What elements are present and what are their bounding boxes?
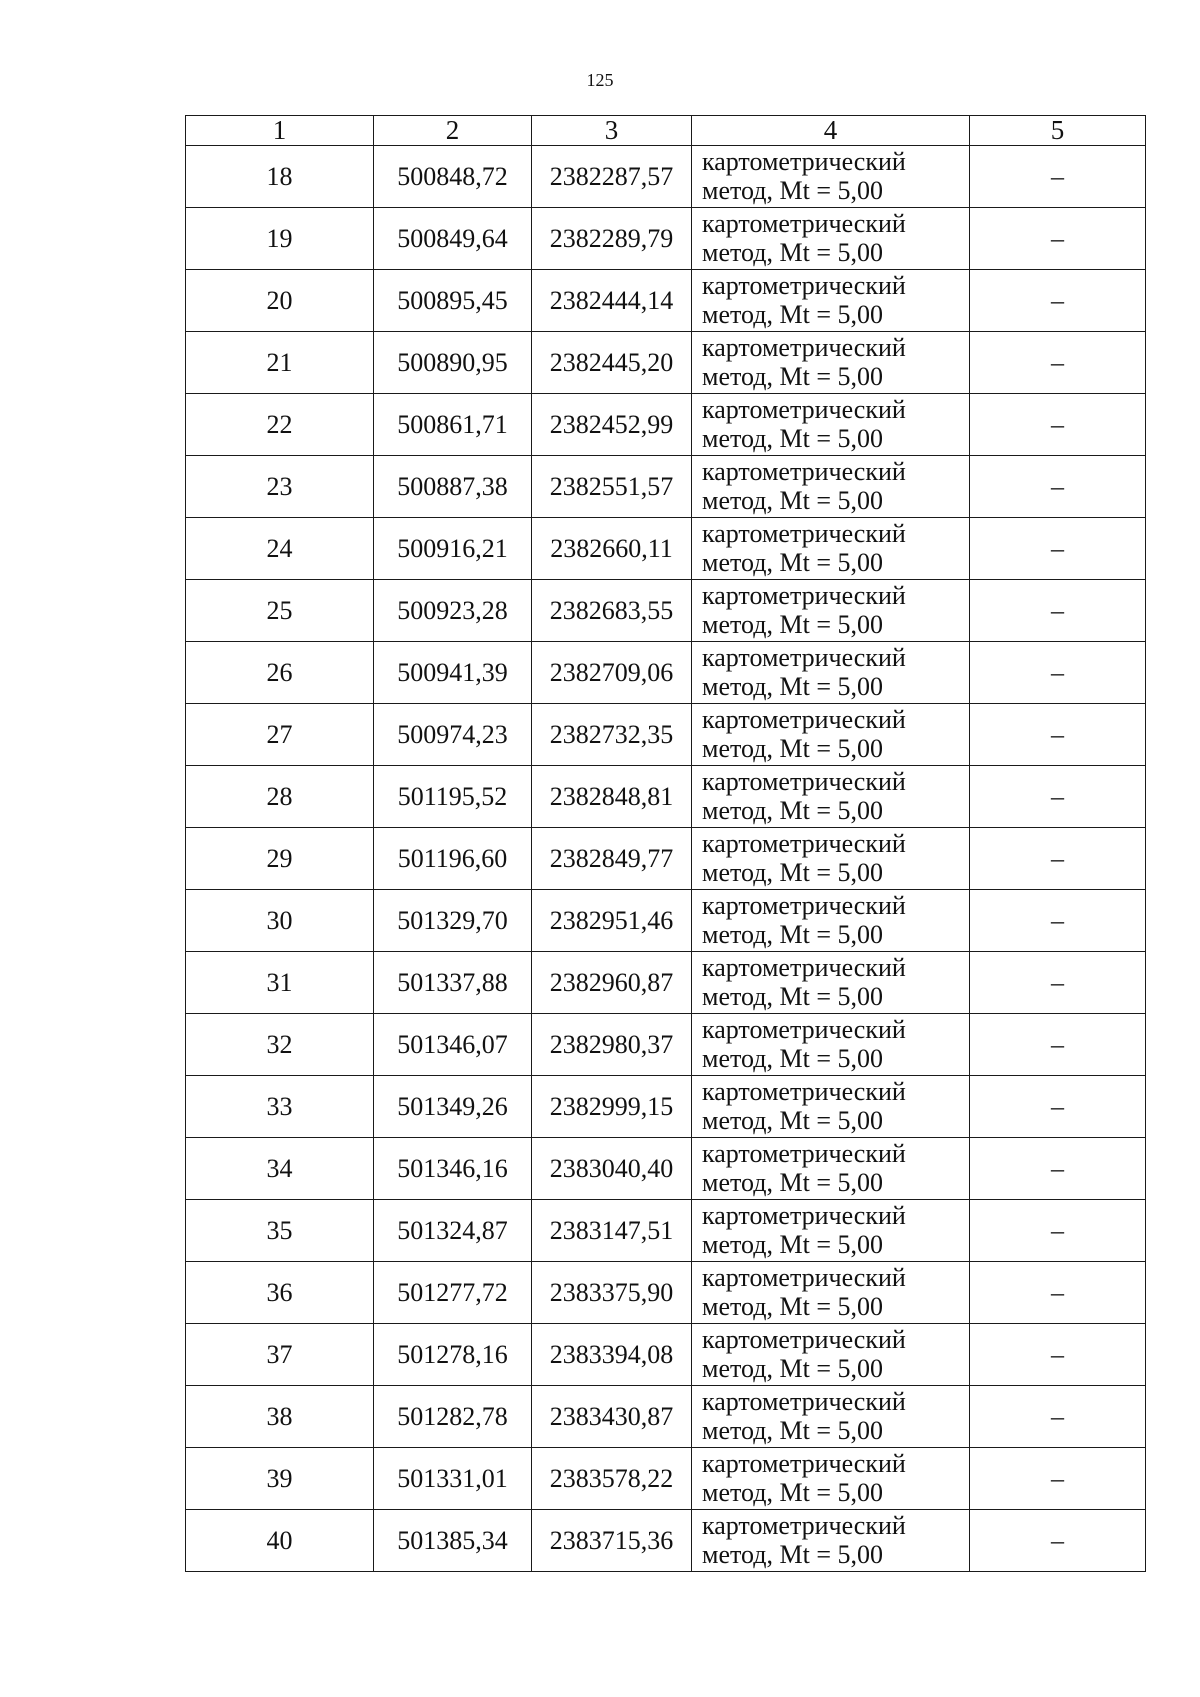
y-coordinate-cell: 2382951,46	[532, 890, 692, 952]
method-line-2: метод, Mt = 5,00	[702, 733, 883, 763]
x-coordinate-cell: 500923,28	[374, 580, 532, 642]
x-coordinate-cell: 500941,39	[374, 642, 532, 704]
table-row	[186, 208, 1146, 270]
x-coordinate-cell: 501329,70	[374, 890, 532, 952]
method-cell	[692, 1014, 970, 1076]
table-row	[186, 1448, 1146, 1510]
x-coordinate-cell: 500916,21	[374, 518, 532, 580]
method-cell	[692, 1138, 970, 1200]
method-cell	[692, 208, 970, 270]
method-line-2: метод, Mt = 5,00	[702, 1291, 883, 1321]
method-line-1: картометрический	[702, 643, 906, 673]
x-coordinate-cell: 501195,52	[374, 766, 532, 828]
point-number-cell: 22	[186, 394, 374, 456]
point-number-cell: 35	[186, 1200, 374, 1262]
method-line-2: метод, Mt = 5,00	[702, 1229, 883, 1259]
y-coordinate-cell: 2382849,77	[532, 828, 692, 890]
method-line-1: картометрический	[702, 891, 906, 921]
method-line-1: картометрический	[702, 1263, 906, 1293]
method-line-2: метод, Mt = 5,00	[702, 485, 883, 515]
method-line-2: метод, Mt = 5,00	[702, 423, 883, 453]
point-number-cell: 37	[186, 1324, 374, 1386]
col5-cell: –	[970, 270, 1146, 332]
col5-cell: –	[970, 456, 1146, 518]
point-number-cell: 26	[186, 642, 374, 704]
point-number-cell: 24	[186, 518, 374, 580]
method-line-1: картометрический	[702, 829, 906, 859]
y-coordinate-cell: 2382960,87	[532, 952, 692, 1014]
x-coordinate-cell: 501349,26	[374, 1076, 532, 1138]
method-cell	[692, 1510, 970, 1572]
y-coordinate-cell: 2382289,79	[532, 208, 692, 270]
method-cell	[692, 890, 970, 952]
x-coordinate-cell: 501337,88	[374, 952, 532, 1014]
table-body	[186, 146, 1146, 1572]
point-number-cell: 23	[186, 456, 374, 518]
method-line-1: картометрический	[702, 1449, 906, 1479]
method-line-1: картометрический	[702, 457, 906, 487]
method-line-1: картометрический	[702, 1325, 906, 1355]
col5-cell: –	[970, 394, 1146, 456]
method-cell	[692, 580, 970, 642]
x-coordinate-cell: 501196,60	[374, 828, 532, 890]
y-coordinate-cell: 2382980,37	[532, 1014, 692, 1076]
method-line-2: метод, Mt = 5,00	[702, 981, 883, 1011]
col5-cell: –	[970, 1448, 1146, 1510]
x-coordinate-cell: 501346,07	[374, 1014, 532, 1076]
y-coordinate-cell: 2383578,22	[532, 1448, 692, 1510]
method-line-2: метод, Mt = 5,00	[702, 1539, 883, 1569]
method-line-2: метод, Mt = 5,00	[702, 1105, 883, 1135]
x-coordinate-cell: 500974,23	[374, 704, 532, 766]
method-line-2: метод, Mt = 5,00	[702, 1167, 883, 1197]
col5-cell: –	[970, 642, 1146, 704]
method-line-2: метод, Mt = 5,00	[702, 237, 883, 267]
method-cell	[692, 642, 970, 704]
method-cell	[692, 1076, 970, 1138]
method-line-2: метод, Mt = 5,00	[702, 547, 883, 577]
point-number-cell: 18	[186, 146, 374, 208]
x-coordinate-cell: 501282,78	[374, 1386, 532, 1448]
header-row	[186, 116, 1146, 146]
y-coordinate-cell: 2382683,55	[532, 580, 692, 642]
col5-cell: –	[970, 704, 1146, 766]
method-cell	[692, 1386, 970, 1448]
table-row	[186, 146, 1146, 208]
col5-cell: –	[970, 1138, 1146, 1200]
coordinates-table	[185, 115, 1146, 1572]
col5-cell: –	[970, 1386, 1146, 1448]
method-line-1: картометрический	[702, 271, 906, 301]
header-col-2: 2	[374, 116, 532, 146]
table-row	[186, 704, 1146, 766]
method-cell	[692, 1200, 970, 1262]
header-col-5: 5	[970, 116, 1146, 146]
method-line-1: картометрический	[702, 1387, 906, 1417]
x-coordinate-cell: 501331,01	[374, 1448, 532, 1510]
point-number-cell: 31	[186, 952, 374, 1014]
method-line-1: картометрический	[702, 1015, 906, 1045]
table-row	[186, 394, 1146, 456]
y-coordinate-cell: 2383040,40	[532, 1138, 692, 1200]
col5-cell: –	[970, 828, 1146, 890]
y-coordinate-cell: 2382848,81	[532, 766, 692, 828]
x-coordinate-cell: 501277,72	[374, 1262, 532, 1324]
method-line-1: картометрический	[702, 519, 906, 549]
method-cell	[692, 952, 970, 1014]
table-row	[186, 766, 1146, 828]
y-coordinate-cell: 2382709,06	[532, 642, 692, 704]
point-number-cell: 28	[186, 766, 374, 828]
x-coordinate-cell: 500849,64	[374, 208, 532, 270]
method-line-1: картометрический	[702, 1511, 906, 1541]
method-line-1: картометрический	[702, 1139, 906, 1169]
method-cell	[692, 332, 970, 394]
method-line-2: метод, Mt = 5,00	[702, 919, 883, 949]
y-coordinate-cell: 2382732,35	[532, 704, 692, 766]
point-number-cell: 27	[186, 704, 374, 766]
table-row	[186, 1324, 1146, 1386]
method-line-1: картометрический	[702, 395, 906, 425]
table-header	[186, 116, 1146, 146]
method-cell	[692, 828, 970, 890]
x-coordinate-cell: 501346,16	[374, 1138, 532, 1200]
method-cell	[692, 766, 970, 828]
method-line-2: метод, Mt = 5,00	[702, 795, 883, 825]
method-line-1: картометрический	[702, 147, 906, 177]
method-line-1: картометрический	[702, 333, 906, 363]
y-coordinate-cell: 2382287,57	[532, 146, 692, 208]
y-coordinate-cell: 2383715,36	[532, 1510, 692, 1572]
method-cell	[692, 704, 970, 766]
point-number-cell: 40	[186, 1510, 374, 1572]
y-coordinate-cell: 2383394,08	[532, 1324, 692, 1386]
method-cell	[692, 518, 970, 580]
method-line-2: метод, Mt = 5,00	[702, 1477, 883, 1507]
table-row	[186, 952, 1146, 1014]
table-row	[186, 1138, 1146, 1200]
table-row	[186, 270, 1146, 332]
method-line-1: картометрический	[702, 1077, 906, 1107]
table-row	[186, 1076, 1146, 1138]
method-line-2: метод, Mt = 5,00	[702, 1353, 883, 1383]
method-line-1: картометрический	[702, 1201, 906, 1231]
y-coordinate-cell: 2382452,99	[532, 394, 692, 456]
col5-cell: –	[970, 332, 1146, 394]
method-line-2: метод, Mt = 5,00	[702, 609, 883, 639]
method-line-1: картометрический	[702, 953, 906, 983]
method-line-1: картометрический	[702, 581, 906, 611]
method-line-1: картометрический	[702, 705, 906, 735]
method-cell	[692, 456, 970, 518]
col5-cell: –	[970, 1076, 1146, 1138]
x-coordinate-cell: 500861,71	[374, 394, 532, 456]
y-coordinate-cell: 2383147,51	[532, 1200, 692, 1262]
col5-cell: –	[970, 1510, 1146, 1572]
col5-cell: –	[970, 146, 1146, 208]
method-line-1: картометрический	[702, 767, 906, 797]
point-number-cell: 19	[186, 208, 374, 270]
table-row	[186, 828, 1146, 890]
y-coordinate-cell: 2382445,20	[532, 332, 692, 394]
x-coordinate-cell: 500895,45	[374, 270, 532, 332]
y-coordinate-cell: 2383430,87	[532, 1386, 692, 1448]
header-col-4: 4	[692, 116, 970, 146]
method-line-2: метод, Mt = 5,00	[702, 1415, 883, 1445]
table-row	[186, 1386, 1146, 1448]
point-number-cell: 34	[186, 1138, 374, 1200]
method-cell	[692, 1324, 970, 1386]
col5-cell: –	[970, 1014, 1146, 1076]
point-number-cell: 33	[186, 1076, 374, 1138]
y-coordinate-cell: 2383375,90	[532, 1262, 692, 1324]
y-coordinate-cell: 2382444,14	[532, 270, 692, 332]
col5-cell: –	[970, 518, 1146, 580]
col5-cell: –	[970, 1200, 1146, 1262]
x-coordinate-cell: 500890,95	[374, 332, 532, 394]
col5-cell: –	[970, 766, 1146, 828]
header-col-3: 3	[532, 116, 692, 146]
method-line-2: метод, Mt = 5,00	[702, 671, 883, 701]
point-number-cell: 25	[186, 580, 374, 642]
method-line-2: метод, Mt = 5,00	[702, 175, 883, 205]
col5-cell: –	[970, 1262, 1146, 1324]
point-number-cell: 38	[186, 1386, 374, 1448]
method-cell	[692, 270, 970, 332]
table-row	[186, 456, 1146, 518]
col5-cell: –	[970, 952, 1146, 1014]
point-number-cell: 36	[186, 1262, 374, 1324]
y-coordinate-cell: 2382999,15	[532, 1076, 692, 1138]
point-number-cell: 21	[186, 332, 374, 394]
x-coordinate-cell: 500887,38	[374, 456, 532, 518]
point-number-cell: 30	[186, 890, 374, 952]
table-row	[186, 890, 1146, 952]
table-row	[186, 1200, 1146, 1262]
point-number-cell: 29	[186, 828, 374, 890]
method-line-1: картометрический	[702, 209, 906, 239]
method-cell	[692, 1262, 970, 1324]
x-coordinate-cell: 501385,34	[374, 1510, 532, 1572]
table-row	[186, 1014, 1146, 1076]
method-cell	[692, 394, 970, 456]
method-line-2: метод, Mt = 5,00	[702, 1043, 883, 1073]
point-number-cell: 39	[186, 1448, 374, 1510]
method-cell	[692, 1448, 970, 1510]
y-coordinate-cell: 2382551,57	[532, 456, 692, 518]
table-row	[186, 1262, 1146, 1324]
table-row	[186, 642, 1146, 704]
method-line-2: метод, Mt = 5,00	[702, 857, 883, 887]
table-row	[186, 580, 1146, 642]
point-number-cell: 32	[186, 1014, 374, 1076]
table-row	[186, 332, 1146, 394]
method-line-2: метод, Mt = 5,00	[702, 361, 883, 391]
col5-cell: –	[970, 890, 1146, 952]
table-row	[186, 518, 1146, 580]
header-col-1: 1	[186, 116, 374, 146]
page-number: 125	[586, 70, 614, 90]
method-line-2: метод, Mt = 5,00	[702, 299, 883, 329]
col5-cell: –	[970, 580, 1146, 642]
x-coordinate-cell: 501278,16	[374, 1324, 532, 1386]
method-cell	[692, 146, 970, 208]
x-coordinate-cell: 501324,87	[374, 1200, 532, 1262]
col5-cell: –	[970, 1324, 1146, 1386]
x-coordinate-cell: 500848,72	[374, 146, 532, 208]
point-number-cell: 20	[186, 270, 374, 332]
table-row	[186, 1510, 1146, 1572]
y-coordinate-cell: 2382660,11	[532, 518, 692, 580]
col5-cell: –	[970, 208, 1146, 270]
